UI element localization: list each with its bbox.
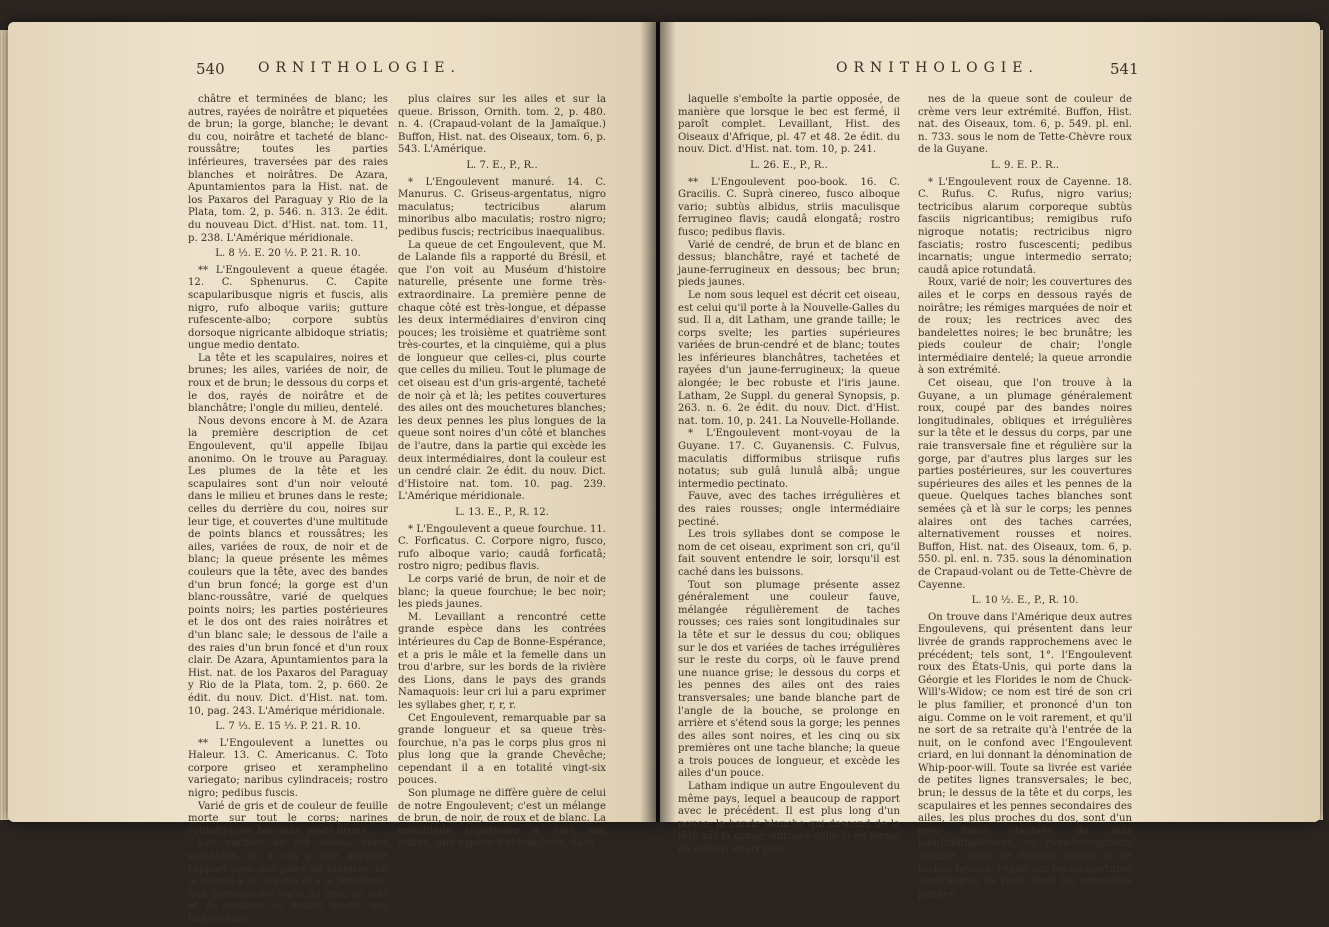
left-page-column-2 [398, 94, 606, 850]
right-page-number: 541 [1110, 60, 1139, 78]
paragraph: La queue de cet Engoulevent, que M. de Lalande fils a rapporté du Brésil, et que l'on voit au Muséum d'histoire naturelle, présente une forme très-extraordinaire. La première penne de chaque côté est très-longue, et dépasse les deux intermédiaires d'environ cinq pouces; les troisième et quatrième sont très-courtes, et la cinquième, qui a plus de longueur que celles-ci, plus courte que celles du milieu. Tout le plumage de cet oiseau est d'un gris-argenté, tacheté de noir çà et là; les petites couvertures des ailes ont des mouchetures blanches; les deux pennes les plus longues de la queue sont noires d'un côté et blanches de l'autre, dans la partie qui excède les deux intermédiaires, dont la couleur est un cendré clair. 2e édit. du nouv. Dict. d'Histoire nat. tom. 10. pag. 239. L'Amérique méridionale. [398, 239, 606, 503]
left-running-header: ORNITHOLOGIE. [258, 60, 461, 76]
paragraph: L. 10 ½. E., P., R. 10. [971, 595, 1079, 607]
paragraph: Roux, varié de noir; les couvertures des ailes et le corps en dessous rayés de noirâtre; les rémiges marquées de noir et de roux; les rectrices avec des bandelettes noires; le bec brunâtre; les pieds couleur de chair; l'ongle intermédiaire dentelé; la queue arrondie à son extrémité. [918, 277, 1132, 377]
right-running-header: ORNITHOLOGIE. [836, 60, 1039, 76]
paragraph: L. 7 ⅓. E. 15 ⅓. P. 21. R. 10. [215, 721, 361, 733]
paragraph: Le corps varié de brun, de noir et de blanc; la queue fourchue; le bec noir; les pieds jaunes. [398, 573, 606, 611]
right-page-column-1 [678, 94, 900, 856]
left-page-column-1 [188, 94, 388, 925]
paragraph: Fauve, avec des taches irrégulières et des raies rousses; ongle intermédiaire pectiné. [678, 491, 900, 528]
paragraph: On trouve dans l'Amérique deux autres Engoulevens, qui présentent dans leur livrée de grands rapprochemens avec le précédent; tels sont, 1°. l'Engoulevent roux des États-Unis, qui porte dans la Géorgie et les Florides le nom de Chuck-Will's-Widow; ce nom est tiré de son cri le plus familier, et prononcé d'un ton aigu. Comme on le voit rarement, et qu'il ne sort de sa retraite qu'à l'entrée de la nuit, on le confond avec l'Engoulevent criard, en lui donnant la dénomination de Whip-poor-will. Toute sa livrée est variée de petites lignes transversales; le bec, brun; le dessus de la tête et du corps, les scapulaires et les pennes secondaires des ailes, les plus proches du dos, sont d'un gris foncé, tacheté de noir longitudinalement; un roux-ferrugineux sombre, varié de bandes fyrées et de taches brunes, règne sur les couvertures supérieures de l'aile, dont les premières pennes [918, 611, 1132, 900]
paragraph: Latham indique un autre Engoulevent du même pays, lequel a beaucoup de rapport avec le précédent. Il est plus long d'un pouce; la bande blanche qui descend de la tête sur la gorge, entoure celle-ci en forme de collier; et six pen- [678, 781, 900, 856]
paragraph: Nous devons encore à M. de Azara la première description de cet Engoulevent, qu'il appelle Ibijau anonimo. On le trouve au Paraguay. Les plumes de la tête et les scapulaires sont d'un noir velouté dans le milieu et brunes dans le reste; celles du derrière du cou, noires sur leur tige, et couvertes d'une multitude de points blancs et roussâtres; les ailes, variées de roux, de noir et de blanc; la queue présente les mêmes couleurs que la tête, avec des bandes d'un brun foncé; la gorge est d'un blanc-roussâtre, varié de quelques points noirs; les parties postérieures et le dos ont des raies noirâtres et d'un blanc sale; le dessous de l'aile a des raies d'un brun foncé et d'un roux clair. De Azara, Apuntamientos para la Hist. nat. de los Paxaros del Paraguay y Rio de la Plata, tom. 2, p. 660. 2e édit. du nouv. Dict. d'Hist. nat. tom. 10, pag. 243. L'Amérique méridionale. [188, 415, 388, 717]
paragraph: laquelle s'emboîte la partie opposée, de manière que lorsque le bec est fermé, il paroît complet. Levaillant, Hist. des Oiseaux d'Afrique, pl. 47 et 48. 2e édit. du nouv. Dict. d'Hist. nat. tom. 10, p. 241. [678, 94, 900, 156]
paragraph: L. 13. E., P., R. 12. [455, 507, 549, 518]
paragraph: * L'Engoulevent mont-voyau de la Guyane. 17. C. Guyanensis. C. Fulvus, maculatis difformibus striisque rufis notatus; sub gulâ lunulâ albâ; ungue intermedio pectinato. [678, 428, 900, 490]
right-page-column-2 [918, 94, 1132, 900]
book-gutter [640, 22, 676, 822]
left-page-number: 540 [196, 60, 225, 78]
paragraph: La tête et les scapulaires, noires et brunes; les ailes, variées de noir, de roux et de brun; le dessous du corps et le dos, rayés de noirâtre et de blanchâtre; l'ongle du milieu, dentelé. [188, 352, 388, 415]
paragraph: L. 8 ½. E. 20 ½. P. 21. R. 10. [215, 248, 361, 260]
paragraph: Cet Engoulevent, remarquable par sa grande longueur et sa queue très-fourchue, n'a pas le corps plus gros ni plus long que la grande Chevêche; cependant il a en totalité vingt-six pouces. [398, 712, 606, 787]
paragraph: Le nom sous lequel est décrit cet oiseau, est celui qu'il porte à la Nouvelle-Galles du sud. Il a, dit Latham, une grande taille; le corps svelte; les parties supérieures variées de brun-cendré et de blanc; toutes les inférieures blanchâtres, tachetées et rayées d'un jaune-ferrugineux; la queue alongée; le bec robuste et l'iris jaune. Latham, 2e Suppl. du general Synopsis, p. 263. n. 6. 2e édit. du nouv. Dict. d'Hist. nat. tom. 10, p. 241. La Nouvelle-Hollande. [678, 289, 900, 427]
paragraph: Tout son plumage présente assez généralement une couleur fauve, mélangée régulièrement de taches rousses; ces raies sont longitudinales sur la tête et sur le dessus du cou; obliques sur le dos et variées de taches irrégulières sur le reste du corps, où le fauve prend une nuance grise; le dessous du corps et les pennes des ailes ont des raies transversales; une bande blanche part de l'angle de la bouche, se prolonge en arrière et s'étend sous la gorge; les pennes des ailes sont noires, et les cinq ou six premières ont une tache blanche; la queue a trois pouces de longueur, et excède les ailes d'un pouce. [678, 579, 900, 780]
paragraph: Les trois syllabes dont se compose le nom de cet oiseau, expriment son cri, qu'il fait souvent entendre le soir, lorsqu'il est caché dans les buissons. [678, 529, 900, 578]
paragraph: ** L'Engoulevent a lunettes ou Haleur. 13. C. Americanus. C. Toto corpore griseo et xeramphelino variegato; naribus cylindraceis; rostro nigro; pedibus fuscis. [188, 737, 388, 800]
paragraph: * L'Engoulevent roux de Cayenne. 18. C. Rufus. C. Rufus, nigro varius; tectricibus alarum corporeque subtùs fasciis nigricantibus; remigibus rufo nigroque notatis; rectricibus nigro fasciatis; rostro fuscescenti; pedibus incarnatis; ungue intermedio serrato; caudâ apice rotundatâ. [918, 176, 1132, 276]
paragraph: châtre et terminées de blanc; les autres, rayées de noirâtre et piquetées de brun; la gorge, blanche; le devant du cou, noirâtre et tacheté de blanc-roussâtre; toutes les parties inférieures, traversées par des raies blanches et noirâtres. De Azara, Apuntamientos para la Hist. nat. de los Paxaros del Paraguay y Rio de la Plata, tom. 2, p. 546. n. 313. 2e édit. du nouveau Dict. d'Hist. nat. tom. 11, p. 238. L'Amérique méridionale. [188, 94, 388, 244]
paragraph: Cet oiseau, que l'on trouve à la Guyane, a un plumage généralement roux, coupé par des bandes noires longitudinales, obliques et irrégulières sur la tête et le dessus du corps, par une raie transversale fine et régulière sur la gorge, par d'autres plus larges sur les parties postérieures, sur les couvertures supérieures des ailes et les pennes de la queue. Quelques taches blanches sont semées çà et là sur le corps; les pennes alaires ont des taches carrées, alternativement rousses et noires. Buffon, Hist. nat. des Oiseaux, tom. 6, p. 550. pl. enl. n. 735. sous la dénomination de Crapaud-volant ou de Tette-Chèvre de Cayenne. [918, 378, 1132, 591]
paragraph: L. 7. E., P., R.. [466, 159, 538, 171]
paragraph: L. 26. E., P., R.. [750, 159, 828, 171]
paragraph: ** L'Engoulevent a queue étagée. 12. C. Sphenurus. C. Capite scapularibusque nigris et fuscis, alis nigro, rufo alboque variis; gutture rufescente-albo; corpore subtùs dorsoque nigricante albidoque striatis; ungue medio dentato. [188, 264, 388, 352]
paragraph: plus claires sur les ailes et sur la queue. Brisson, Ornith. tom. 2, p. 480. n. 4. (Crapaud-volant de la Jamaïque.) Buffon, Hist. nat. des Oiseaux, tom. 6, p. 543. L'Amérique. [398, 94, 606, 156]
paragraph: Varié de gris et de couleur de feuille morte sur tout le corps; narines cylindriques; bec noir; pieds bruns. [188, 800, 388, 837]
paragraph: M. Levaillant a rencontré cette grande espèce dans les contrées intérieures du Cap de Bonne-Espérance, et a pris le mâle et la femelle dans un trou d'arbre, sur les bords de la rivière des Lions, dans le pays des grands Namaquois: leur cri lui a paru exprimer les syllabes gher, r, r, r. [398, 611, 606, 711]
paragraph: Son plumage ne diffère guère de celui de notre Engoulevent; c'est un mélange de brun, de noir, de roux et de blanc. La mandibule supérieure a, vers son milieu, une espèce d'échancrure, dans [398, 788, 606, 850]
paragraph: Varié de cendré, de brun et de blanc en dessus; blanchâtre, rayé et tacheté de jaune-ferrugineux en dessous; bec brun; pieds jaunes. [678, 239, 900, 289]
paragraph: nes de la queue sont de couleur de crème vers leur extrémité. Buffon, Hist. nat. des Oiseaux, tom. 6, p. 549. pl. enl. n. 733. sous le nom de Tette-Chèvre roux de la Guyane. [918, 94, 1132, 156]
paragraph: * L'Engoulevent manuré. 14. C. Manurus. C. Griseus-argentatus, nigro maculatus; tectricibus alarum minoribus albo maculatis; rostro nigro; pedibus fuscis; rectricibus inaequalibus. [398, 176, 606, 238]
paragraph: * L'Engoulevent a queue fourchue. 11. C. Forficatus. C. Corpore nigro, fusco, rufo alboque vario; caudâ forficatâ; rostro nigro; pedibus flavis. [398, 523, 606, 573]
paragraph: L. 9. E. P.. R.. [990, 159, 1060, 171]
paragraph: ** L'Engoulevent poo-book. 16. C. Gracilis. C. Suprà cinereo, fusco alboque vario; subtùs albidus, striis maculisque ferrugineo flavis; caudâ elongatâ; rostro fusco; pedibus flavis. [678, 176, 900, 238]
paragraph: Les narines de cet oiseau étant saillantes, on a cru y voir quelque rapport avec une paire de lunettes: on le trouve à la Guyane et à la Jamaïque. Son plumage est varié de gris, de noir et de couleur de feuille morte; ces teintes sont [188, 838, 388, 925]
